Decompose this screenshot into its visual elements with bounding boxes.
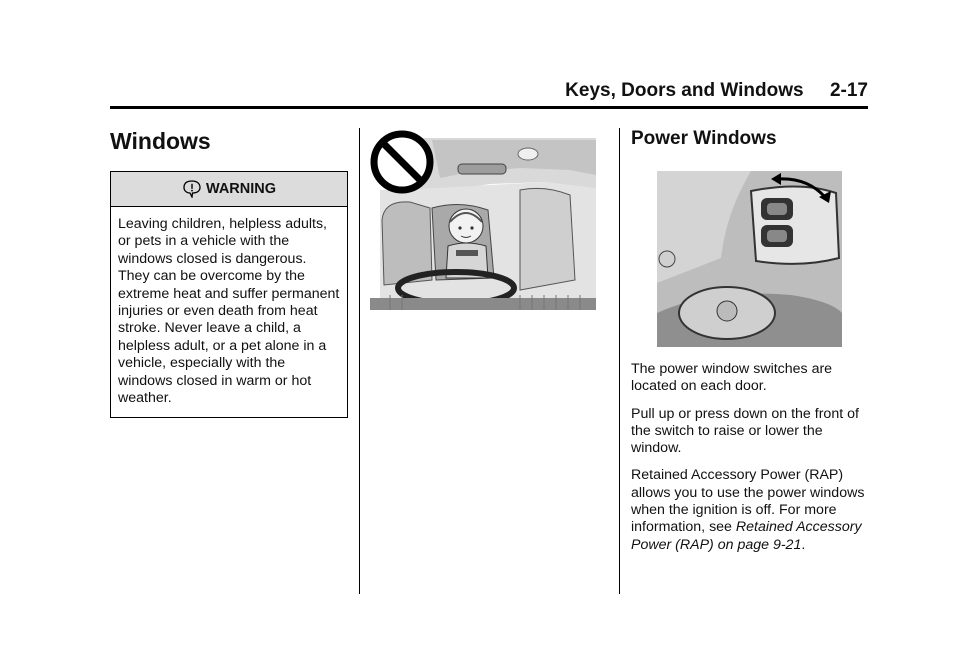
power-windows-section: [631, 126, 871, 564]
child-in-car-figure: [370, 130, 600, 310]
paragraph-3-text: Retained Accessory Power (RAP) allows you to use the power windows when the ignition is off. For more information, see: [631, 467, 865, 536]
paragraph-3: [631, 467, 871, 553]
column-divider: [359, 128, 360, 594]
section-title: Power Windows: [631, 128, 777, 149]
warning-box: [110, 171, 348, 418]
page-header: [110, 80, 868, 109]
section-title: Windows: [110, 128, 211, 154]
paragraph-3-end: .: [801, 536, 806, 553]
child-in-car-prohibited-icon: [370, 130, 596, 310]
warning-header: [111, 172, 347, 207]
paragraph-1: The power window switches are located on each door.: [631, 361, 833, 395]
warning-icon: [182, 180, 202, 198]
header-title: Keys, Doors and Windows 2-17: [565, 80, 868, 101]
rap-reference-link[interactable]: Retained Accessory Power (RAP) on page 9-21: [631, 519, 862, 553]
power-window-switch-illustration: [631, 163, 871, 351]
windows-section: [110, 126, 348, 418]
warning-label: WARNING: [205, 181, 277, 197]
warning-text: Leaving children, helpless adults, or pets in a vehicle with the windows closed is dangerous. They can be overcome by the extreme heat and suffer permanent injuries or even death from heat stroke. Never leave a child, a helpless adult, or a pet alone in a vehicle, especially with the windows closed in warm or hot weather.: [118, 216, 340, 407]
paragraph-2: Pull up or press down on the front of the switch to raise or lower the window.: [631, 405, 859, 457]
column-divider: [619, 128, 620, 594]
